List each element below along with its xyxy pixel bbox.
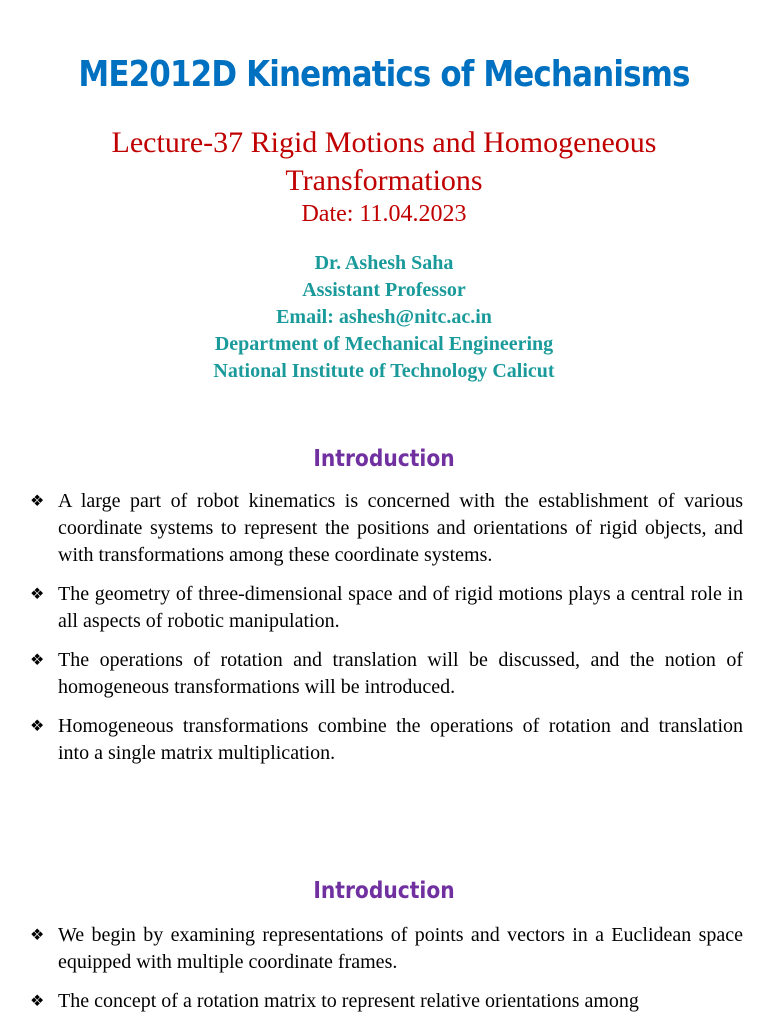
diamond-bullet-icon: ❖ — [30, 993, 45, 1010]
bullet-text: We begin by examining representations of points and vectors in a Euclidean space equipped with multiple coordinate frames. — [58, 924, 743, 973]
diamond-bullet-icon: ❖ — [30, 493, 45, 510]
bullet-item — [30, 647, 743, 701]
course-title: ME2012D Kinematics of Mechanisms — [78, 54, 690, 95]
lecture-title: Lecture-37 Rigid Motions and Homogeneous Transformations — [111, 126, 657, 197]
bullet-item — [30, 922, 743, 976]
bullet-list — [30, 922, 743, 1027]
bullet-text: The concept of a rotation matrix to represent relative orientations among — [58, 990, 639, 1012]
bullet-item — [30, 988, 743, 1015]
author-institute: National Institute of Technology Calicut — [213, 360, 555, 382]
section-heading: Introduction — [313, 878, 455, 904]
bullet-list — [30, 488, 743, 779]
bullet-item — [30, 488, 743, 569]
bullet-text: The geometry of three-dimensional space and of rigid motions plays a central role in all aspects of robotic manipulation. — [58, 583, 743, 632]
bullet-item — [30, 713, 743, 767]
section-heading: Introduction — [313, 446, 455, 472]
diamond-bullet-icon: ❖ — [30, 586, 45, 603]
bullet-text: Homogeneous transformations combine the operations of rotation and translation into a single matrix multiplication. — [58, 715, 743, 764]
author-department: Department of Mechanical Engineering — [214, 333, 554, 355]
author-block — [0, 250, 768, 385]
author-name: Dr. Ashesh Saha — [314, 252, 454, 274]
diamond-bullet-icon: ❖ — [30, 718, 45, 735]
slide-introduction — [0, 860, 768, 1024]
author-designation: Assistant Professor — [302, 279, 466, 301]
bullet-text: A large part of robot kinematics is concerned with the establishment of various coordinate systems to represent the positions and orientations of rigid objects, and with transformations among these coordinate systems. — [58, 490, 743, 566]
bullet-text: The operations of rotation and translation will be discussed, and the notion of homogeneous transformations will be introduced. — [58, 649, 743, 698]
diamond-bullet-icon: ❖ — [30, 927, 45, 944]
lecture-date: Date: 11.04.2023 — [301, 201, 467, 227]
diamond-bullet-icon: ❖ — [30, 652, 45, 669]
author-email: Email: ashesh@nitc.ac.in — [276, 306, 492, 328]
bullet-item — [30, 581, 743, 635]
